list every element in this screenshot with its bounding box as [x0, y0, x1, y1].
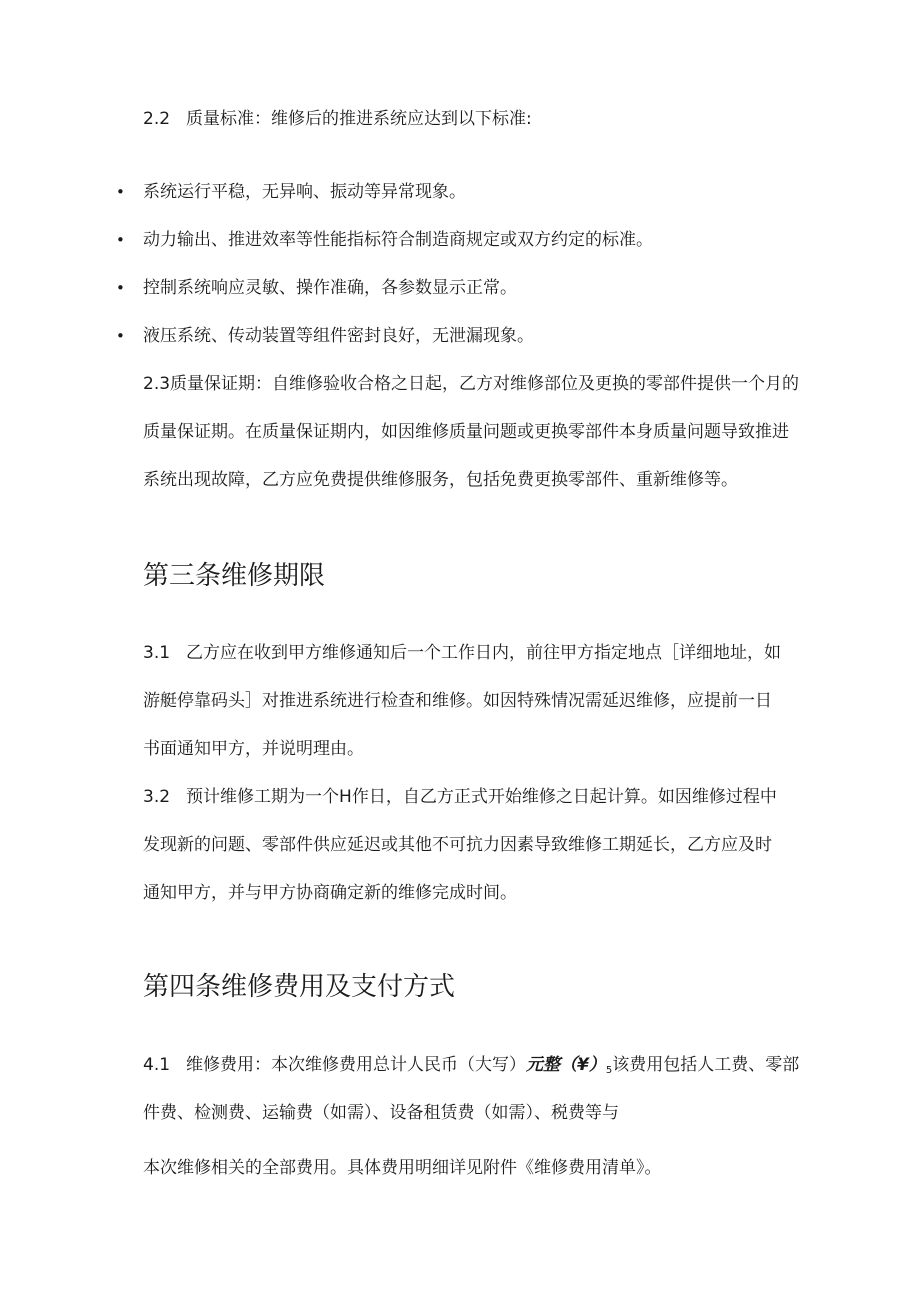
bullet-icon: •: [116, 231, 125, 249]
section-text: 质量标准：维修后的推进系统应达到以下标准:: [186, 109, 532, 129]
amount-placeholder: 元整（¥）: [526, 1055, 606, 1075]
section-2-3-line-2: 质量保证期。在质量保证期内，如因维修质量问题或更换零部件本身质量问题导致推进: [143, 422, 789, 442]
stray-subscript: 5: [605, 1065, 613, 1076]
section-3-2-line-3: 通知甲方，并与甲方协商确定新的维修完成时间。: [143, 883, 517, 903]
section-2-2: [143, 107, 532, 131]
section-4-1-line-2: 件费、检测费、运输费（如需）、设备租赁费（如需）、税费等与: [143, 1103, 619, 1123]
section-number: 3.2: [143, 787, 171, 807]
section-2-3-line-3: 系统出现故障，乙方应免费提供维修服务，包括免费更换零部件、重新维修等。: [143, 470, 738, 490]
section-text: 乙方应在收到甲方维修通知后一个工作日内，前往甲方指定地点［详细地址，如: [186, 643, 782, 663]
article-4-heading: 第四条维修费用及支付方式: [143, 972, 456, 1002]
section-3-1-line-3: 书面通知甲方，并说明理由。: [143, 739, 364, 759]
bullet-item-1: 系统运行平稳，无异响、振动等异常现象。: [143, 182, 466, 202]
bullet-icon: •: [116, 327, 125, 345]
section-number: 3.1: [143, 643, 171, 663]
section-3-1-line-2: 游艇停靠码头］对推进系统进行检查和维修。如因特殊情况需延迟维修，应提前一日: [143, 691, 772, 711]
section-text: 预计维修工期为一个H作日，自乙方正式开始维修之日起计算。如因维修过程中: [186, 787, 777, 807]
bullet-item-2: 动力输出、推进效率等性能指标符合制造商规定或双方约定的标准。: [143, 230, 653, 250]
section-3-1-line-1: [143, 641, 781, 665]
bullet-item-4: 液压系统、传动装置等组件密封良好，无泄漏现象。: [143, 326, 534, 346]
section-3-2-line-2: 发现新的问题、零部件供应延迟或其他不可抗力因素导致维修工期延长，乙方应及时: [143, 835, 772, 855]
bullet-item-3: 控制系统响应灵敏、操作准确，各参数显示正常。: [143, 278, 517, 298]
section-number: 2.2: [143, 109, 171, 129]
section-3-2-line-1: [143, 785, 777, 809]
section-text-cont: 该费用包括人工费、零部: [612, 1055, 800, 1075]
bullet-icon: •: [116, 183, 125, 201]
section-number: 4.1: [143, 1055, 171, 1075]
article-3-heading: 第三条维修期限: [143, 561, 326, 591]
section-2-3-line-1: 2.3质量保证期：自维修验收合格之日起，乙方对维修部位及更换的零部件提供一个月的: [143, 374, 800, 394]
section-4-1-line-1: [143, 1053, 799, 1083]
section-4-1-line-3: 本次维修相关的全部费用。具体费用明细详见附件《维修费用清单》。: [143, 1158, 662, 1178]
section-text: 维修费用：本次维修费用总计人民币（大写）: [186, 1055, 527, 1075]
bullet-icon: •: [116, 279, 125, 297]
